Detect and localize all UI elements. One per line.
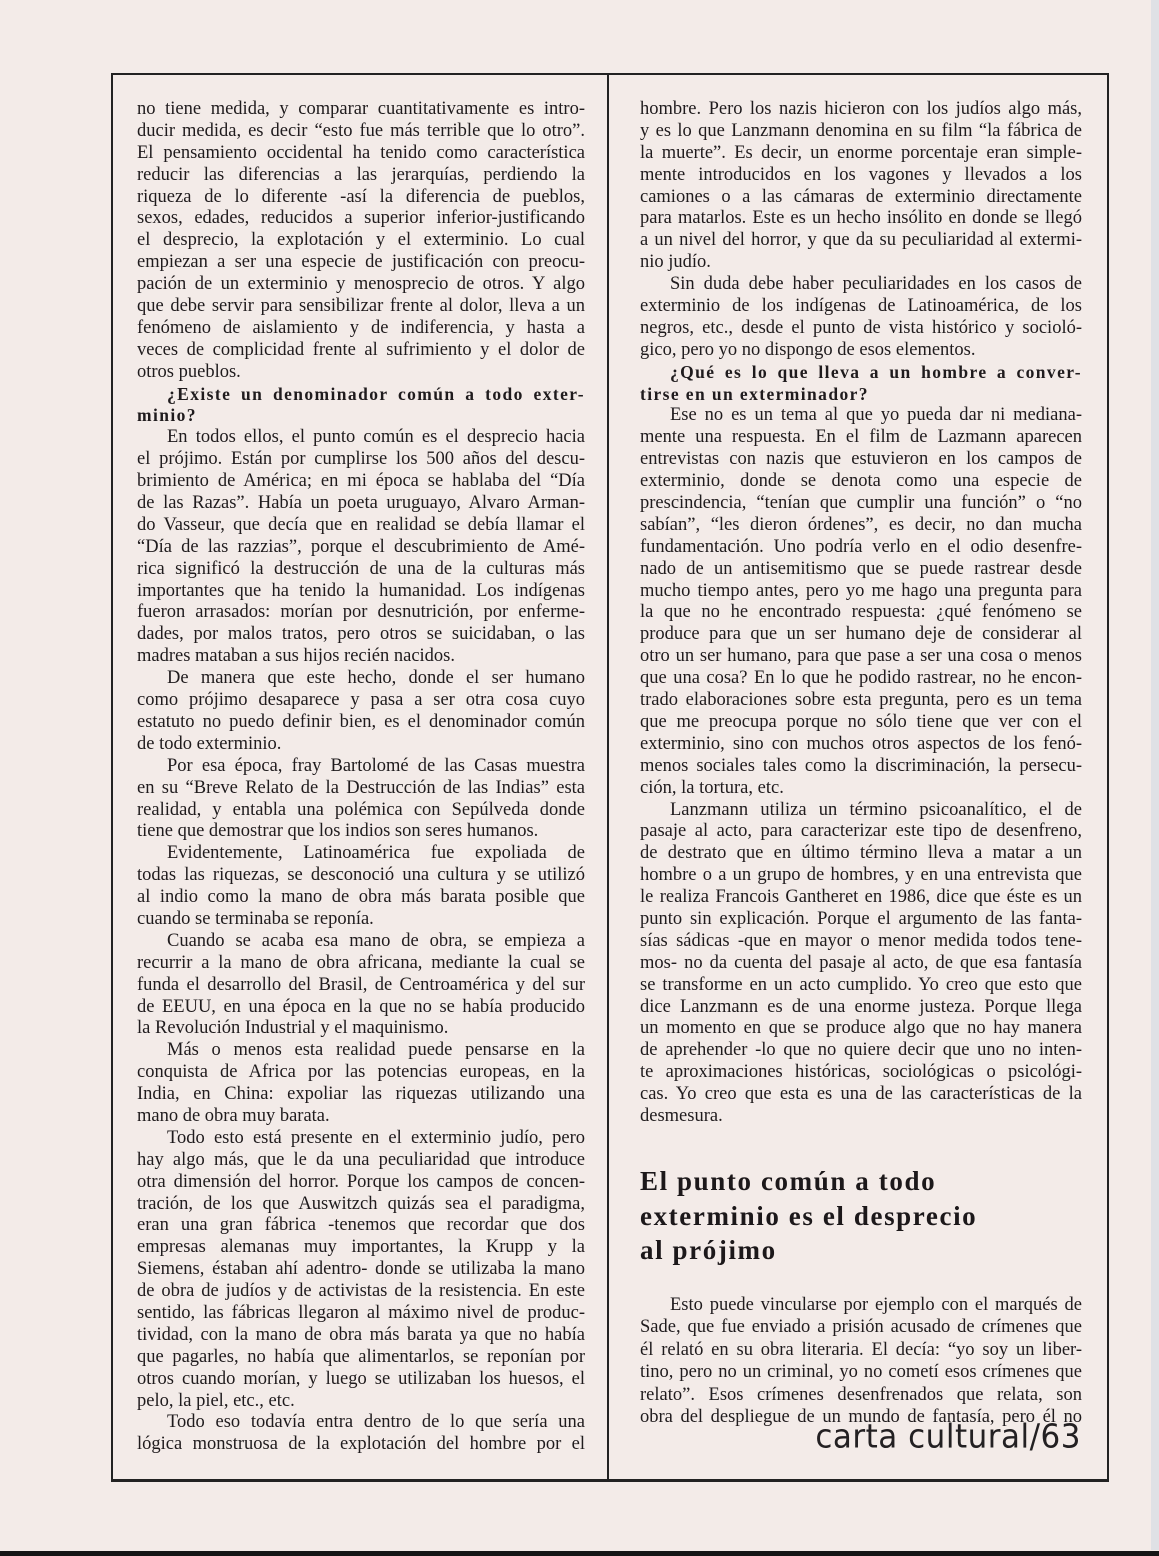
paragraph-line	[640, 296, 1082, 318]
paragraph-line	[137, 187, 585, 209]
paragraph-line	[640, 274, 1082, 296]
paragraph-line	[137, 99, 585, 121]
line-text: madres mataban a sus hijos recién nacidos.	[137, 646, 455, 667]
line-text: trado elaboraciones sobre esta pregunta, pero es un tema	[640, 690, 1082, 711]
paragraph-line	[640, 471, 1082, 493]
paragraph-line	[640, 865, 1082, 887]
line-text: de todo exterminio.	[137, 733, 282, 754]
line-text: Sin duda debe haber peculiaridades en los casos de	[670, 274, 1082, 295]
paragraph-line	[137, 778, 585, 800]
line-text: desmesura.	[640, 1105, 723, 1126]
paragraph-line	[137, 340, 585, 362]
paragraph-line	[137, 515, 585, 537]
paragraph-line	[137, 1325, 585, 1347]
line-text: se transforme en un acto cumplido. Yo creo que esto que	[640, 974, 1082, 995]
paragraph-line	[640, 318, 1082, 340]
question-heading-line	[640, 384, 1082, 406]
paragraph-line	[640, 1084, 1082, 1106]
paragraph-line	[640, 668, 1082, 690]
paragraph-line	[640, 909, 1082, 931]
line-text: que debe servir para sensibilizar frente al dolor, lleva a un	[137, 296, 585, 317]
line-text: do Vasseur, que decía que en realidad se debía llamar el	[137, 514, 585, 535]
paragraph-line	[137, 800, 585, 822]
paragraph-line	[137, 997, 585, 1019]
line-text: que pagarles, no había que alimentarlos, se reponían por	[137, 1346, 585, 1367]
line-text: un momento en que se produce algo que no hay manera	[640, 1018, 1082, 1039]
paragraph-line	[137, 734, 585, 756]
paragraph-line	[137, 953, 585, 975]
line-text: otro un ser humano, para que pase a ser una cosa o menos	[640, 646, 1082, 667]
question-heading-line	[640, 362, 1082, 384]
paragraph-line	[640, 208, 1082, 230]
paragraph-line	[640, 1106, 1082, 1128]
line-text: te aproximaciones históricas, sociológicas o psicológi-	[640, 1062, 1082, 1083]
paragraph-line	[640, 843, 1082, 865]
paragraph-line	[640, 602, 1082, 624]
paragraph-line	[640, 165, 1082, 187]
line-text: Esto puede vincularse por ejemplo con el marqués de	[670, 1295, 1082, 1315]
paragraph-line	[640, 734, 1082, 756]
line-text: de las Razas”. Había un poeta uruguayo, Alvaro Arman-	[137, 493, 585, 514]
paragraph-line	[640, 821, 1082, 843]
line-text: brimiento de América; en mi época se hablaba del “Día	[137, 471, 585, 492]
paragraph-line	[137, 471, 585, 493]
paragraph-line	[137, 296, 585, 318]
scan-bottom-edge	[0, 1551, 1159, 1556]
paragraph-line	[137, 318, 585, 340]
paragraph-line	[137, 668, 585, 690]
paragraph-line	[137, 909, 585, 931]
line-text: mente una respuesta. En el film de Lazmann aparecen	[640, 427, 1082, 448]
paragraph-line	[137, 449, 585, 471]
line-text: en su “Breve Relato de la Destrucción de las Indias” esta	[137, 777, 585, 798]
line-text: India, en China: expoliar las riquezas utilizando una	[137, 1084, 585, 1105]
paragraph-line	[640, 99, 1082, 121]
paragraph-line	[640, 1018, 1082, 1040]
paragraph-line	[137, 1128, 585, 1150]
line-text: tiene que demostrar que los indios son seres humanos.	[137, 821, 539, 842]
line-text: Por esa época, fray Bartolomé de las Casas muestra	[167, 755, 585, 776]
line-text: hay algo más, que le da una peculiaridad que introduce	[137, 1149, 585, 1170]
paragraph-line	[640, 646, 1082, 668]
paragraph-line	[137, 1215, 585, 1237]
paragraph-line	[137, 1062, 585, 1084]
section-heading-line: al prójimo	[640, 1235, 777, 1265]
right-column-continuation	[640, 1294, 1082, 1428]
line-text: “Día de las razzias”, porque el descubrimiento de Amé-	[137, 536, 585, 557]
paragraph-line	[137, 1106, 585, 1128]
line-text: obra del despliegue de un mundo de fantasía, pero él no	[640, 1406, 1082, 1427]
line-text: tividad, con la mano de obra más barata ya que no había	[137, 1324, 585, 1345]
line-text: otros pueblos.	[137, 361, 241, 382]
paragraph-line	[640, 1384, 1082, 1406]
line-text: importantes que ha tenido la humanidad. Los indígenas	[137, 580, 585, 601]
paragraph-line	[640, 887, 1082, 909]
paragraph-line	[137, 1391, 585, 1413]
line-text: Lanzmann utiliza un término psicoanalítico, el de	[670, 799, 1082, 820]
line-text: lógica monstruosa de la explotación del hombre por el	[137, 1434, 585, 1455]
line-text: ¿Qué es lo que lleva a un hombre a conver-	[670, 361, 1082, 382]
paragraph-line	[137, 493, 585, 515]
paragraph-line	[640, 449, 1082, 471]
paragraph-line	[137, 208, 585, 230]
line-text: produce para que un ser humano deje de considerar al	[640, 624, 1082, 645]
line-text: otros cuando morían, y luego se utilizaban los huesos, el	[137, 1368, 585, 1389]
line-text: exterminio de los indígenas de Latinoamérica, de los	[640, 296, 1082, 317]
line-text: pelo, la piel, etc., etc.	[137, 1390, 295, 1411]
paragraph-line	[137, 931, 585, 953]
question-heading-line	[137, 405, 585, 427]
paragraph-line	[640, 515, 1082, 537]
line-text: minio?	[137, 405, 197, 426]
line-text: cas. Yo creo que esta es una de las características de la	[640, 1084, 1082, 1105]
question-heading-line	[137, 384, 585, 406]
line-text: y es lo que Lanzmann denomina en su film “la fábrica de	[640, 120, 1082, 141]
paragraph-line	[137, 537, 585, 559]
paragraph-line	[640, 581, 1082, 603]
line-text: negros, etc., desde el punto de vista histórico y socioló-	[640, 317, 1082, 338]
left-column	[137, 99, 585, 1456]
section-heading-line: El punto común a todo	[640, 1166, 937, 1196]
paragraph-line	[640, 1361, 1082, 1383]
paragraph-line	[640, 624, 1082, 646]
paragraph-line	[640, 756, 1082, 778]
paragraph-line	[640, 187, 1082, 209]
paragraph-line	[640, 1062, 1082, 1084]
line-text: todas las riquezas, se desconoció una cultura y se utilizó	[137, 865, 585, 886]
line-text: fundamentación. Uno podría verlo en el odio desenfre-	[640, 536, 1082, 557]
line-text: camiones o a las cámaras de exterminio directamente	[640, 186, 1082, 207]
line-text: mos- no da cuenta del pasaje al acto, de que esa fantasía	[640, 952, 1082, 973]
paragraph-line	[640, 230, 1082, 252]
line-text: reducir las diferencias a las jerarquías, perdiendo la	[137, 164, 585, 185]
paragraph-line	[640, 800, 1082, 822]
scan-edge	[1151, 0, 1159, 1550]
paragraph-line	[640, 143, 1082, 165]
line-text: no tiene medida, y comparar cuantitativamente es intro-	[137, 99, 585, 119]
line-text: de EEUU, en una época en la que no se había producido	[137, 996, 585, 1017]
line-text: de obra de judíos y de activistas de la resistencia. En este	[137, 1281, 585, 1302]
line-text: eran una gran fábrica -tenemos que recordar que dos	[137, 1215, 585, 1236]
line-text: mente introducidos en los vagones y llevados a los	[640, 164, 1082, 185]
line-text: que me preocupa porque no sólo tiene que ver con el	[640, 711, 1082, 732]
line-text: Ese no es un tema al que yo pueda dar ni mediana-	[670, 405, 1082, 426]
paragraph-line	[137, 1237, 585, 1259]
line-text: le realiza Francois Gantheret en 1986, dice que éste es un	[640, 887, 1082, 908]
paragraph-line	[137, 121, 585, 143]
line-text: tino, pero no un criminal, yo no cometí esos crímenes que	[640, 1362, 1082, 1383]
line-text: Siemens, éstaban ahí adentro- donde se utilizaba la mano	[137, 1259, 585, 1280]
paragraph-line	[137, 1434, 585, 1456]
paragraph-line	[137, 427, 585, 449]
line-text: tirse en un exterminador?	[640, 383, 869, 404]
paragraph-line	[137, 274, 585, 296]
line-text: al indio como la mano de obra más barata posible que	[137, 887, 585, 908]
line-text: hombre o a un grupo de hombres, y en una entrevista que	[640, 865, 1082, 886]
line-text: riqueza de lo diferente -así la diferencia de pueblos,	[137, 186, 585, 207]
paragraph-line	[137, 887, 585, 909]
paragraph-line	[640, 690, 1082, 712]
line-text: prescindencia, “tenían que cumplir una función” o “no	[640, 493, 1082, 514]
line-text: estatuto no puedo definir bien, es el denominador común	[137, 711, 585, 732]
right-column	[640, 99, 1082, 1128]
line-text: En todos ellos, el punto común es el desprecio hacia	[167, 427, 585, 448]
paragraph-line	[640, 997, 1082, 1019]
paragraph-line	[137, 843, 585, 865]
column-divider	[607, 73, 609, 1482]
paragraph-line	[640, 1294, 1082, 1316]
paragraph-line	[137, 624, 585, 646]
line-text: Más o menos esta realidad puede pensarse en la	[167, 1040, 585, 1061]
paragraph-line	[640, 121, 1082, 143]
line-text: la que no he encontrado respuesta: ¿qué fenómeno se	[640, 602, 1082, 623]
line-text: menos sociales tales como la discriminación, la persecu-	[640, 755, 1082, 776]
paragraph-line	[137, 252, 585, 274]
line-text: ción, la tortura, etc.	[640, 777, 784, 798]
line-text: de aprehender -lo que no quiere decir que uno no inten-	[640, 1040, 1082, 1061]
paragraph-line	[640, 1339, 1082, 1361]
paragraph-line	[640, 537, 1082, 559]
line-text: Todo esto está presente en el exterminio judío, pero	[167, 1127, 585, 1148]
line-text: a un nivel del horror, y que da su peculiaridad al extermi-	[640, 230, 1082, 251]
line-text: la Revolución Industrial y el maquinismo.	[137, 1018, 449, 1039]
paragraph-line	[137, 362, 585, 384]
line-text: sabían”, “les dieron órdenes”, es decir, no dan mucha	[640, 514, 1082, 535]
paragraph-line	[640, 340, 1082, 362]
line-text: nado de un antisemitismo que se puede rastrear desde	[640, 558, 1082, 579]
paragraph-line	[137, 1018, 585, 1040]
paragraph-line	[640, 1316, 1082, 1338]
paragraph-line	[137, 165, 585, 187]
line-text: sías sádicas -que en mayor o menor medida todos tene-	[640, 930, 1082, 951]
paragraph-line	[137, 712, 585, 734]
line-text: él relató en su obra literaria. El decía: “yo soy un liber-	[640, 1339, 1082, 1360]
paragraph-line	[640, 559, 1082, 581]
paragraph-line	[137, 865, 585, 887]
line-text: rica significó la destrucción de una de la culturas más	[137, 558, 585, 579]
line-text: pasaje al acto, para caracterizar este tipo de desenfreno,	[640, 821, 1082, 842]
line-text: hombre. Pero los nazis hicieron con los judíos algo más,	[640, 99, 1082, 119]
paragraph-line	[137, 1303, 585, 1325]
paragraph-line	[137, 1040, 585, 1062]
paragraph-line	[640, 931, 1082, 953]
line-text: Sade, que fue enviado a prisión acusado de crímenes que	[640, 1317, 1082, 1338]
line-text: empresas alemanas muy importantes, la Krupp y la	[137, 1237, 585, 1258]
paragraph-line	[137, 602, 585, 624]
line-text: El pensamiento occidental ha tenido como característica	[137, 142, 585, 163]
line-text: recurrir a la mano de obra africana, mediante la cual se	[137, 952, 585, 973]
line-text: funda el desarrollo del Brasil, de Centroamérica y del sur	[137, 974, 585, 995]
paragraph-line	[137, 1412, 585, 1434]
line-text: la muerte”. Es decir, un enorme porcentaje eran simple-	[640, 142, 1082, 163]
line-text: exterminio, donde se denota como una especie de	[640, 471, 1082, 492]
line-text: veces de complicidad frente al sufrimiento y el dolor de	[137, 339, 585, 360]
paragraph-line	[137, 1084, 585, 1106]
line-text: tración, de los que Auswitzch quizás sea el paradigma,	[137, 1193, 585, 1214]
line-text: que una cosa? En lo que he podido rastrear, no he encon-	[640, 668, 1082, 689]
line-text: como prójimo desaparece y pasa a ser otra cosa cuyo	[137, 690, 585, 711]
paragraph-line	[137, 559, 585, 581]
line-text: entrevistas con nazis que estuvieron en los campos de	[640, 449, 1082, 470]
paragraph-line	[640, 405, 1082, 427]
line-text: Cuando se acaba esa mano de obra, se empieza a	[167, 930, 585, 951]
paragraph-line	[137, 1369, 585, 1391]
line-text: punto sin explicación. Porque el argumento de las fanta-	[640, 908, 1082, 929]
paragraph-line	[640, 493, 1082, 515]
page-footer-label: carta cultural/63	[815, 1418, 1081, 1456]
line-text: nio judío.	[640, 252, 711, 273]
line-text: empiezan a ser una especie de justificación con preocu-	[137, 252, 585, 273]
line-text: conquista de Africa por las potencias europeas, en la	[137, 1062, 585, 1083]
section-heading-line: exterminio es el desprecio	[640, 1200, 978, 1231]
paragraph-line	[640, 975, 1082, 997]
paragraph-line	[137, 821, 585, 843]
line-text: sexos, edades, reducidos a superior inferior-justificando	[137, 208, 585, 229]
paragraph-line	[640, 778, 1082, 800]
paragraph-line	[137, 1259, 585, 1281]
line-text: sentido, las fábricas llegaron al máximo nivel de produc-	[137, 1302, 585, 1323]
paragraph-line	[137, 1347, 585, 1369]
paragraph-line	[137, 1150, 585, 1172]
line-text: otra dimensión del horror. Porque los campos de concen-	[137, 1171, 585, 1192]
line-text: fenómeno de aislamiento y de indiferencia, y hasta a	[137, 317, 585, 338]
line-text: el desprecio, la explotación y el exterminio. Lo cual	[137, 230, 585, 251]
paragraph-line	[137, 646, 585, 668]
paragraph-line	[640, 427, 1082, 449]
paragraph-line	[137, 690, 585, 712]
line-text: relato”. Esos crímenes desenfrenados que relata, son	[640, 1384, 1082, 1405]
paragraph-line	[137, 230, 585, 252]
paragraph-line	[137, 975, 585, 997]
paragraph-line	[640, 252, 1082, 274]
section-heading	[640, 1164, 1080, 1268]
line-text: para matarlos. Este es un hecho insólito en donde se llegó	[640, 208, 1082, 229]
paragraph-line	[137, 1172, 585, 1194]
paragraph-line	[137, 1194, 585, 1216]
line-text: gico, pero yo no dispongo de esos elementos.	[640, 339, 976, 360]
paragraph-line	[137, 581, 585, 603]
line-text: dades, por malos tratos, pero otros se suicidaban, o las	[137, 624, 585, 645]
line-text: cuando se terminaba se reponía.	[137, 908, 374, 929]
line-text: exterminio, sino con muchos otros aspectos de los fenó-	[640, 733, 1082, 754]
line-text: mucho tiempo antes, pero yo me hago una pregunta para	[640, 580, 1082, 601]
line-text: De manera que este hecho, donde el ser humano	[167, 668, 585, 689]
line-text: pación de un exterminio y menosprecio de otros. Y algo	[137, 274, 585, 295]
paragraph-line	[640, 1040, 1082, 1062]
paragraph-line	[137, 1281, 585, 1303]
line-text: el prójimo. Están por cumplirse los 500 años del descu-	[137, 449, 585, 470]
line-text: mano de obra muy barata.	[137, 1105, 330, 1126]
paragraph-line	[640, 953, 1082, 975]
line-text: de destrato que en último término lleva a matar a un	[640, 843, 1082, 864]
line-text: dice Lanzmann es de una enorme justeza. Porque llega	[640, 996, 1082, 1017]
line-text: ¿Existe un denominador común a todo exter-	[167, 383, 585, 404]
line-text: fueron arrasados: morían por desnutrición, por enferme-	[137, 602, 585, 623]
paragraph-line	[137, 143, 585, 165]
line-text: realidad, y entabla una polémica con Sepúlveda donde	[137, 799, 585, 820]
line-text: Todo eso todavía entra dentro de lo que sería una	[167, 1412, 585, 1433]
line-text: Evidentemente, Latinoamérica fue expoliada de	[167, 843, 585, 864]
paragraph-line	[640, 712, 1082, 734]
paragraph-line	[137, 756, 585, 778]
line-text: ducir medida, es decir “esto fue más terrible que lo otro”.	[137, 120, 585, 141]
